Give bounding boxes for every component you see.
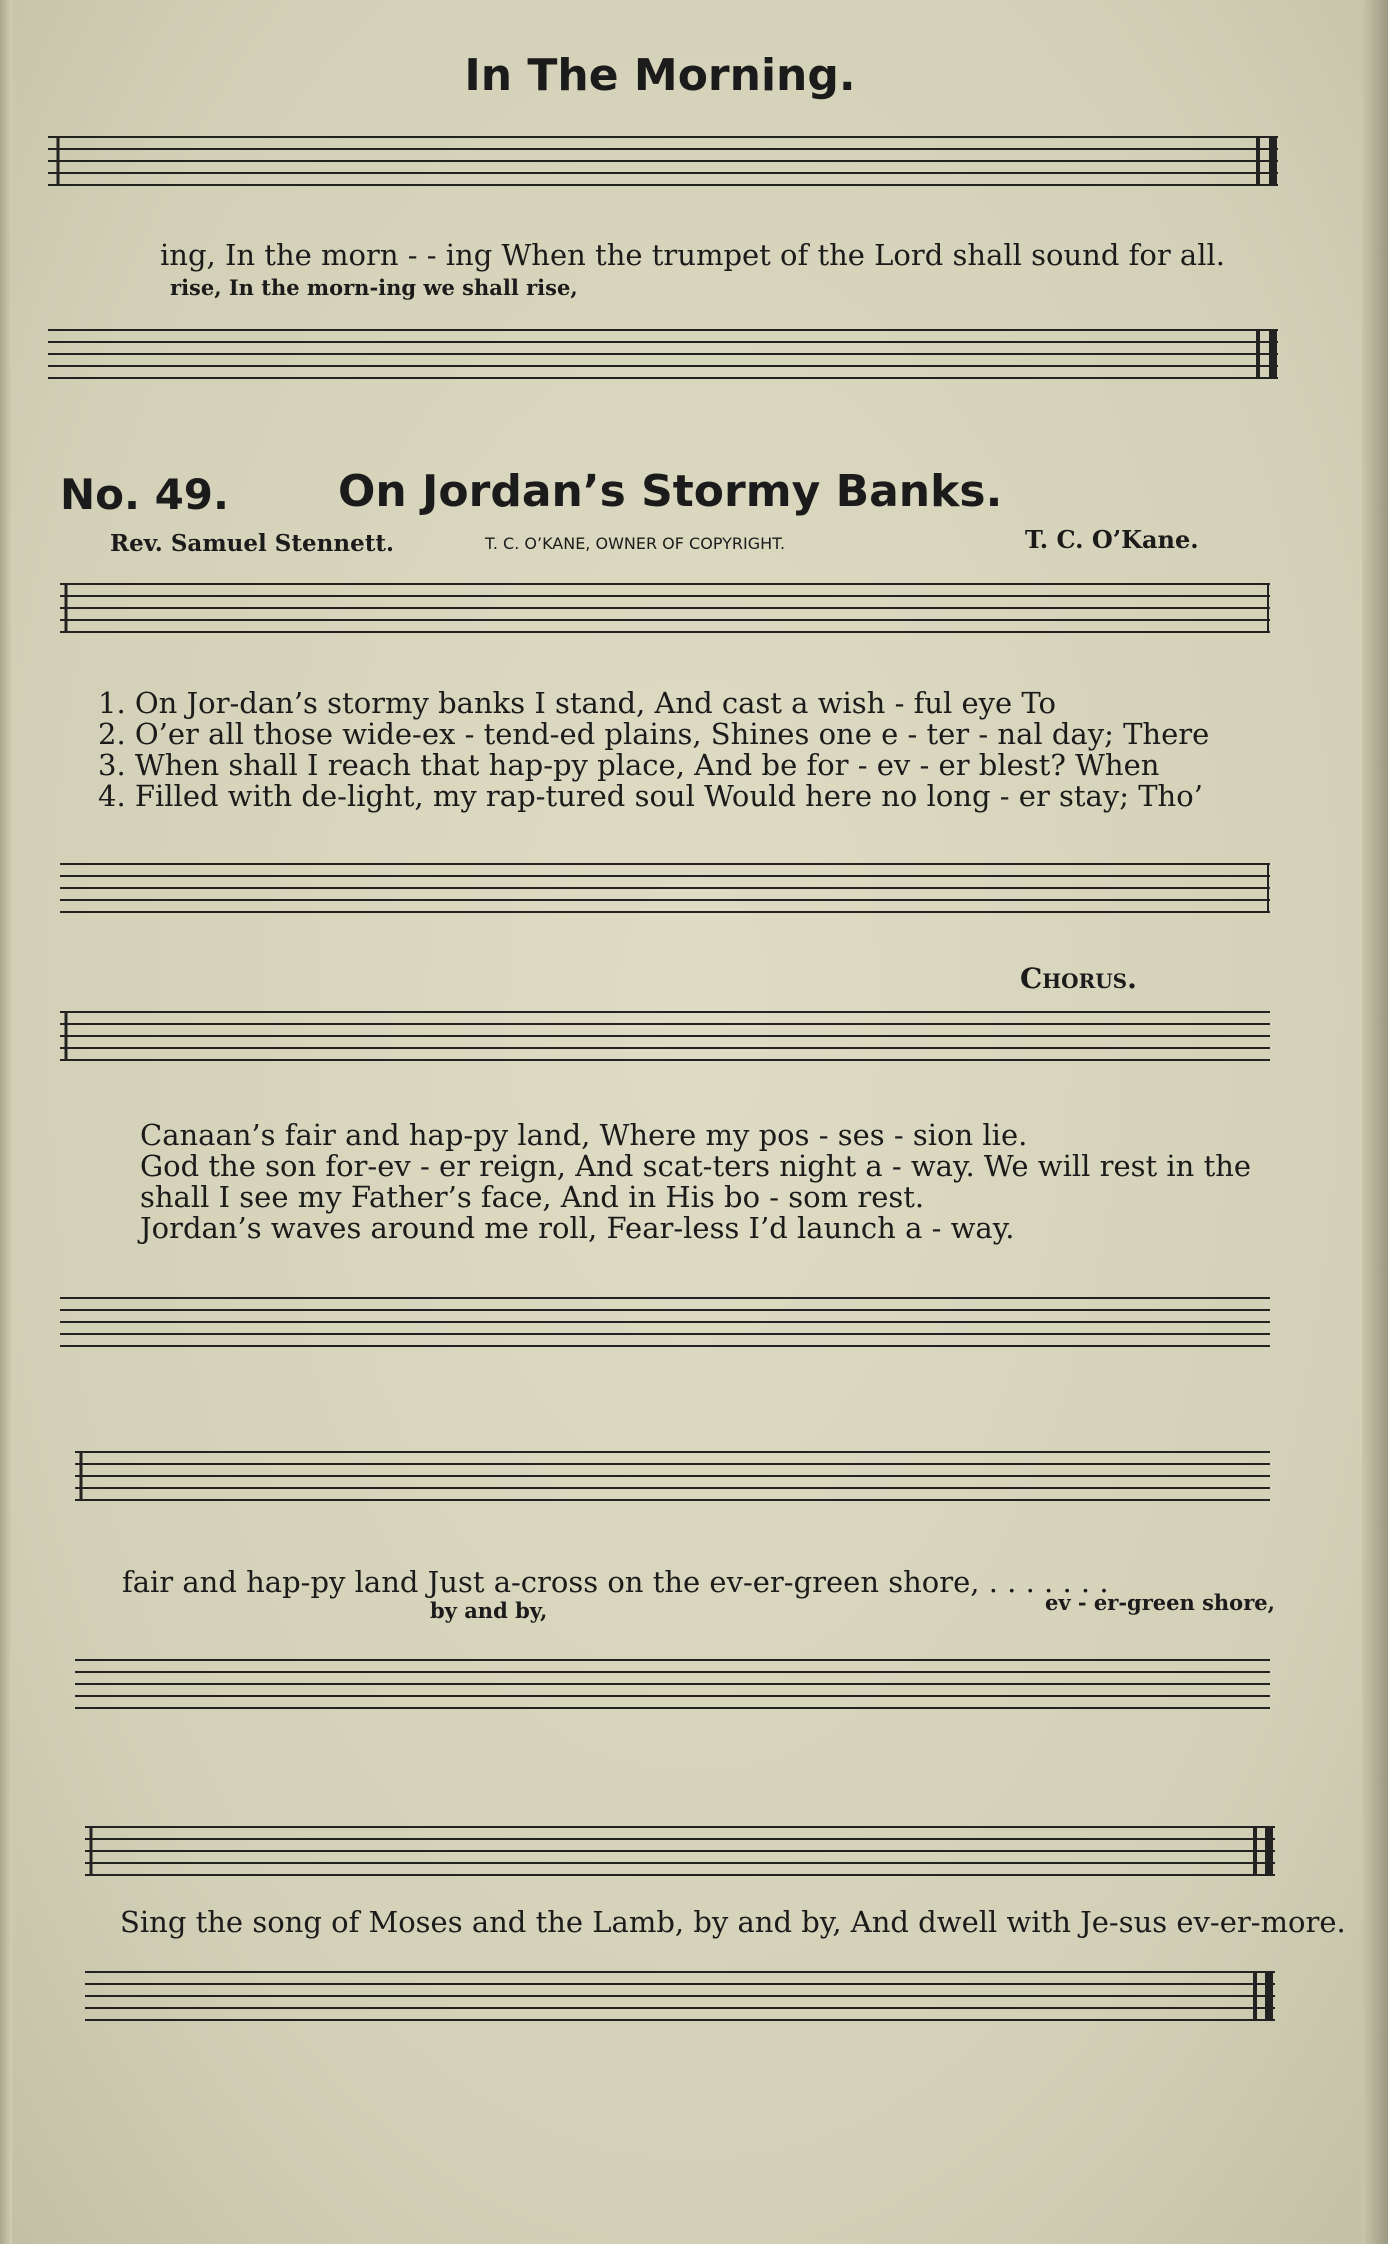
sys2-treble-staff xyxy=(60,1000,1280,1090)
chorus-sub-1: by and by, xyxy=(430,1598,548,1623)
verse-1-line: 1. On Jor-dan’s stormy banks I stand, And cast a wish - ful eye To xyxy=(98,686,1056,720)
sys4-treble-staff xyxy=(85,1815,1295,1905)
verse-3-line: 3. When shall I reach that hap-py place, And be for - ev - er blest? When xyxy=(98,748,1160,782)
hymn-composer: T. C. O’Kane. xyxy=(1025,525,1199,554)
sys4-bass-staff xyxy=(85,1960,1295,2050)
page-edge-left xyxy=(0,0,12,2244)
prev-bass-lyric: rise, In the morn-ing we shall rise, xyxy=(170,275,578,300)
hymn-number: No. 49. xyxy=(60,470,229,519)
prev-treble-staff xyxy=(48,125,1288,215)
hymn-author: Rev. Samuel Stennett. xyxy=(110,530,394,557)
prev-lyric-line: ing, In the morn - - ing When the trumpet of the Lord shall sound for all. xyxy=(160,238,1225,272)
verse-1-line-2: Canaan’s fair and hap-py land, Where my pos - ses - sion lie. xyxy=(140,1118,1028,1152)
chorus-sub-2: ev - er-green shore, xyxy=(1045,1590,1275,1615)
sys1-bass-staff xyxy=(60,852,1280,942)
sys1-treble-staff xyxy=(60,572,1280,662)
sys2-bass-staff xyxy=(60,1286,1280,1376)
verse-block-2 xyxy=(140,1120,1251,1244)
chorus-label: Chorus. xyxy=(1020,962,1137,995)
prev-bass-staff xyxy=(48,318,1288,408)
hymn-copyright: T. C. O’KANE, OWNER OF COPYRIGHT. xyxy=(485,534,786,553)
verse-2-line-2: God the son for-ev - er reign, And scat-ters night a - way. We will rest in the xyxy=(140,1149,1252,1183)
verse-2-line: 2. O’er all those wide-ex - tend-ed plains, Shines one e - ter - nal day; There xyxy=(98,717,1210,751)
verse-4-line-2: Jordan’s waves around me roll, Fear-less I’d launch a - way. xyxy=(140,1211,1015,1245)
verse-4-line: 4. Filled with de-light, my rap-tured soul Would here no long - er stay; Tho’ xyxy=(98,779,1203,813)
verse-block-1 xyxy=(98,688,1209,812)
sys3-treble-staff xyxy=(75,1440,1285,1530)
verse-3-line-2: shall I see my Father’s face, And in His bo - som rest. xyxy=(140,1180,925,1214)
chorus-line-2: Sing the song of Moses and the Lamb, by and by, And dwell with Je-sus ev-er-more. xyxy=(120,1905,1346,1939)
chorus-line-1: fair and hap-py land Just a-cross on the ev-er-green shore, . . . . . . . xyxy=(122,1565,1109,1599)
hymn-title: On Jordan’s Stormy Banks. xyxy=(338,466,1003,517)
prev-hymn-title: In The Morning. xyxy=(464,50,856,101)
sys3-bass-staff xyxy=(75,1648,1285,1738)
page-edge-right xyxy=(1362,0,1388,2244)
